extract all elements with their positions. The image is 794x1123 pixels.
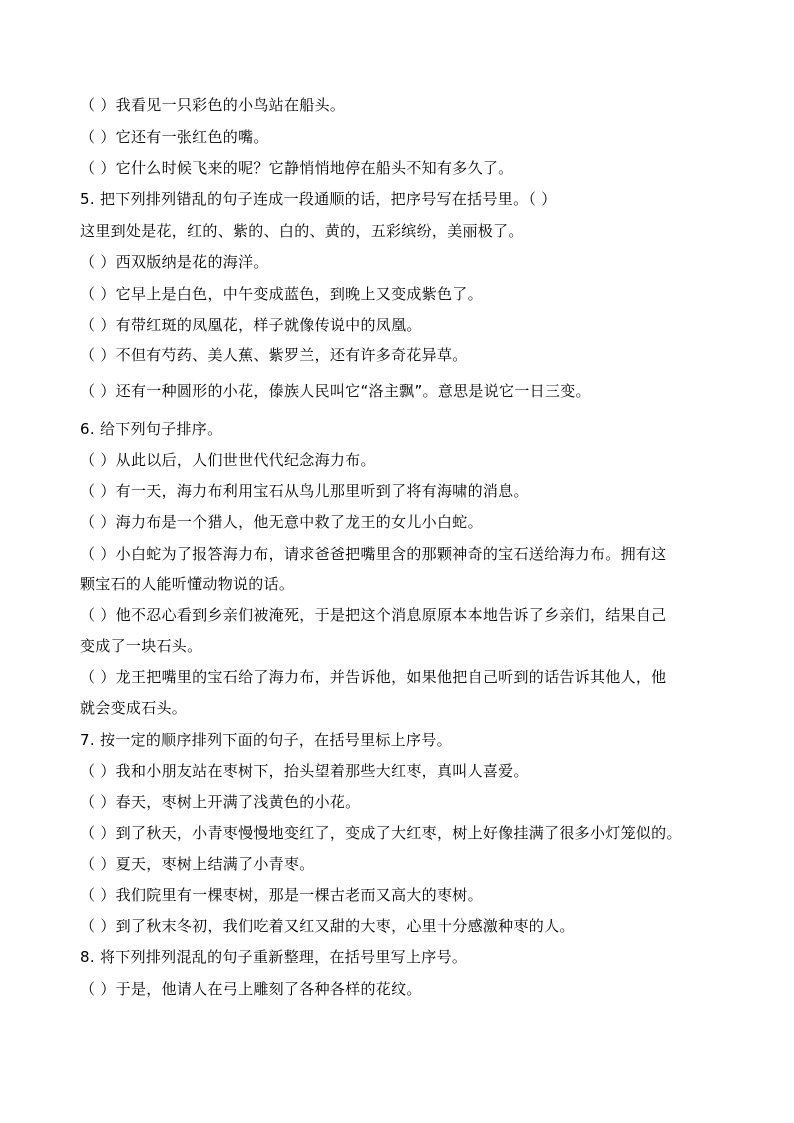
q6-sentence-4-cont: 颗宝石的人能听懂动物说的话。 [80, 575, 295, 593]
q7-sentence-4: （ ）夏天，枣树上结满了小青枣。 [80, 855, 315, 873]
q7-sentence-1: （ ）我和小朋友站在枣树下，抬头望着那些大红枣，真叫人喜爱。 [80, 762, 529, 780]
q4-sentence-1: （ ）我看见一只彩色的小鸟站在船头。 [80, 96, 346, 114]
q7-heading: 7. 按一定的顺序排列下面的句子，在括号里标上序号。 [80, 731, 452, 749]
q7-sentence-2: （ ）春天，枣树上开满了浅黄色的小花。 [80, 793, 361, 811]
q5-sentence-2: （ ）它早上是白色，中午变成蓝色，到晚上又变成紫色了。 [80, 285, 483, 303]
q7-sentence-3: （ ）到了秋天，小青枣慢慢地变红了，变成了大红枣，树上好像挂满了很多小灯笼似的。 [80, 824, 682, 842]
q6-sentence-6-cont: 就会变成石头。 [80, 699, 188, 717]
q8-heading: 8. 将下列排列混乱的句子重新整理，在括号里写上序号。 [80, 948, 468, 966]
q6-sentence-3: （ ）海力布是一个猎人，他无意中救了龙王的女儿小白蛇。 [80, 513, 483, 531]
q5-sentence-5: （ ）还有一种圆形的小花，傣族人民叫它“洛主飘”。意思是说它一日三变。 [80, 382, 591, 400]
q5-sentence-1: （ ）西双版纳是花的海洋。 [80, 253, 269, 271]
q6-sentence-6: （ ）龙王把嘴里的宝石给了海力布，并告诉他，如果他把自己听到的话告诉其他人，他 [80, 668, 667, 686]
q6-sentence-4: （ ）小白蛇为了报答海力布，请求爸爸把嘴里含的那颗神奇的宝石送给海力布。拥有这 [80, 545, 667, 563]
q6-heading: 6. 给下列句子排序。 [80, 420, 223, 438]
q5-intro: 这里到处是花，红的、紫的、白的、黄的，五彩缤纷，美丽极了。 [80, 222, 524, 240]
q6-sentence-5: （ ）他不忍心看到乡亲们被淹死，于是把这个消息原原本本地告诉了乡亲们，结果自己 [80, 606, 667, 624]
q7-sentence-5: （ ）我们院里有一棵枣树，那是一棵古老而又高大的枣树。 [80, 886, 483, 904]
q6-sentence-1: （ ）从此以后，人们世世代代纪念海力布。 [80, 451, 376, 469]
q6-sentence-2: （ ）有一天，海力布利用宝石从鸟儿那里听到了将有海啸的消息。 [80, 482, 529, 500]
q5-sentence-3: （ ）有带红斑的凤凰花，样子就像传说中的凤凰。 [80, 316, 422, 334]
q5-heading: 5. 把下列排列错乱的句子连成一段通顺的话，把序号写在括号里。（ ） [80, 190, 557, 208]
q7-sentence-6: （ ）到了秋末冬初，我们吃着又红又甜的大枣，心里十分感激种枣的人。 [80, 917, 575, 935]
q4-sentence-2: （ ）它还有一张红色的嘴。 [80, 128, 269, 146]
q4-sentence-3: （ ）它什么时候飞来的呢？它静悄悄地停在船头不知有多久了。 [80, 159, 514, 177]
q5-sentence-4: （ ）不但有芍药、美人蕉、紫罗兰，还有许多奇花异草。 [80, 346, 468, 364]
q6-sentence-5-cont: 变成了一块石头。 [80, 637, 203, 655]
q8-sentence-1: （ ）于是，他请人在弓上雕刻了各种各样的花纹。 [80, 980, 422, 998]
